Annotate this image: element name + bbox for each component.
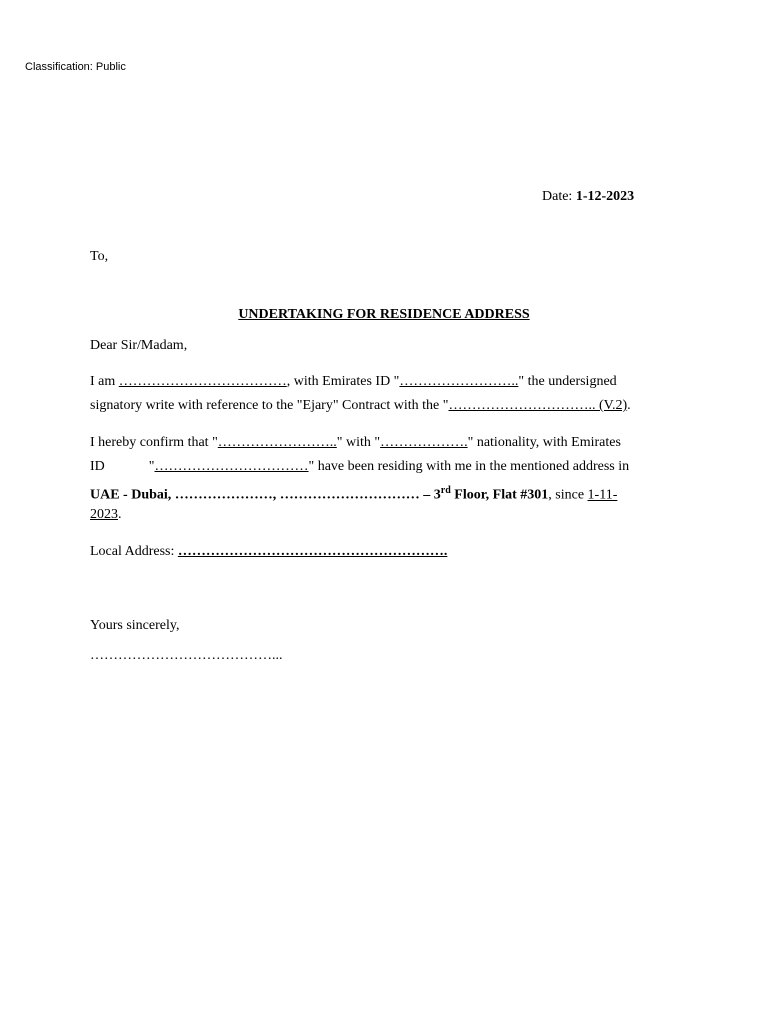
text: . — [627, 398, 631, 413]
date-value: 1-12-2023 — [575, 189, 635, 204]
document-title: UNDERTAKING FOR RESIDENCE ADDRESS — [238, 307, 530, 322]
text: " have been residing with me in the mentioned address in — [308, 459, 630, 474]
text: I am — [90, 374, 119, 389]
address-bold: UAE - Dubai, …………………, ………………………… – 3 — [90, 487, 441, 503]
paragraph-line — [90, 479, 660, 503]
resident-name-blank: …………………….. — [217, 435, 337, 450]
paragraph-confirmation — [90, 431, 660, 527]
text: . — [118, 507, 122, 522]
nationality-blank: ………………. — [380, 435, 468, 450]
text: " the undersigned — [518, 374, 617, 389]
text: ID — [90, 459, 105, 474]
closing: Yours sincerely, — [90, 618, 180, 633]
date-line — [542, 189, 634, 205]
local-address-label: Local Address: — [90, 544, 178, 559]
text: signatory write with reference to the "Ejary" Contract with the " — [90, 398, 449, 413]
salutation: Dear Sir/Madam, — [90, 338, 188, 353]
paragraph-line — [90, 455, 660, 479]
floor-flat: Floor, Flat #301 — [450, 487, 549, 503]
resident-eid-blank: …………………………… — [154, 459, 309, 474]
since-date: 1-11- — [587, 487, 618, 503]
paragraph-undertaking — [90, 370, 660, 418]
contract-blank: ………………………….. (V.2) — [448, 398, 628, 413]
text: , with Emirates ID " — [286, 374, 400, 389]
paragraph-line — [90, 503, 660, 527]
classification-label: Classification: Public — [25, 61, 126, 73]
paragraph-line — [90, 394, 660, 418]
text: " — [148, 459, 155, 474]
recipient-line: To, — [90, 249, 109, 264]
since-date-year: 2023 — [90, 507, 118, 522]
local-address-blank: …………………………………………………. — [177, 544, 448, 559]
local-address-line — [90, 544, 447, 560]
text: " with " — [336, 435, 381, 450]
text: , since — [548, 487, 588, 503]
paragraph-line — [90, 370, 660, 394]
name-blank: ……………………………… — [118, 374, 287, 389]
paragraph-line — [90, 431, 660, 455]
signature-blank: …………………………………... — [90, 648, 283, 663]
date-label: Date: — [542, 189, 576, 204]
text: I hereby confirm that " — [90, 435, 218, 450]
ordinal-suffix: rd — [440, 485, 451, 496]
emirates-id-blank: …………………….. — [399, 374, 519, 389]
text: " nationality, with Emirates — [467, 435, 621, 450]
